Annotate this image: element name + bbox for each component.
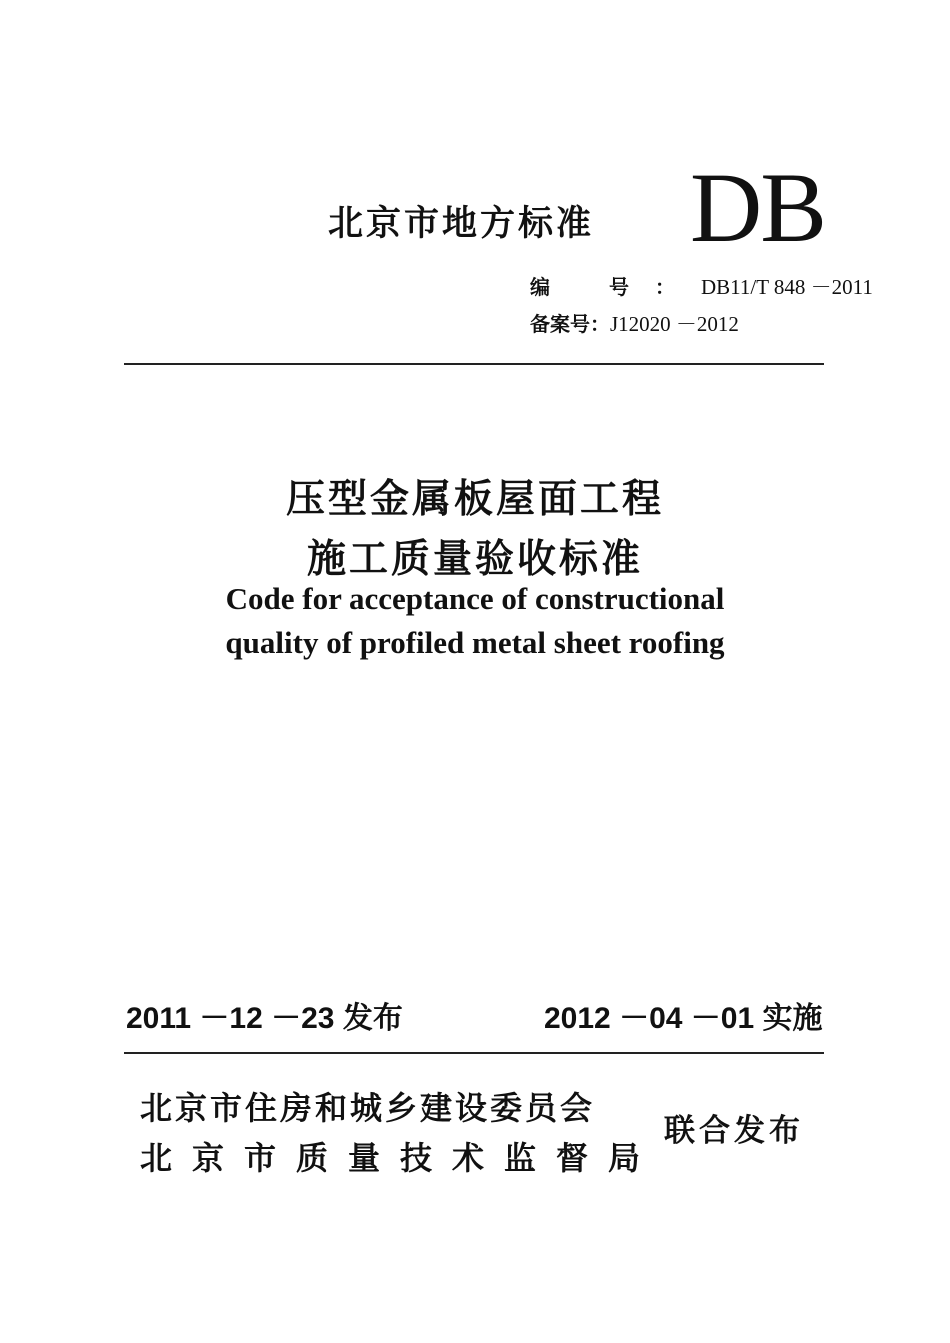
record-number-label: 备案号： <box>530 312 610 336</box>
effective-suffix: 实施 <box>762 1001 823 1036</box>
joint-release-label: 联合发布 <box>664 1113 804 1149</box>
standard-label: 北京市地方标准 <box>328 204 595 244</box>
issue-date-row <box>126 993 403 1037</box>
db-mark: DB <box>690 152 825 263</box>
title-en-line2: quality of profiled metal sheet roofing <box>225 625 725 660</box>
record-number-value: J12020 －2012 <box>610 312 739 336</box>
publisher-line1: 北京市住房和城乡建设委员会 <box>140 1089 596 1127</box>
issue-date: 2011 －12 －23 <box>126 1002 335 1035</box>
effective-date-row <box>544 993 823 1037</box>
code-number-label: 编 号： <box>530 275 701 299</box>
record-number-row <box>530 308 739 338</box>
top-divider <box>124 363 824 365</box>
issue-suffix: 发布 <box>342 1001 403 1036</box>
title-cn-line1: 压型金属板屋面工程 <box>285 477 664 522</box>
title-cn-line2: 施工质量验收标准 <box>306 537 643 582</box>
publisher-line2: 北京市质量技术监督局 <box>140 1139 661 1177</box>
bottom-divider <box>124 1052 824 1054</box>
title-en-line1: Code for acceptance of constructional <box>225 581 725 616</box>
code-number-row <box>530 271 873 301</box>
effective-date: 2012 －04 －01 <box>544 1002 755 1035</box>
code-number-value: DB11/T 848 －2011 <box>700 275 873 299</box>
